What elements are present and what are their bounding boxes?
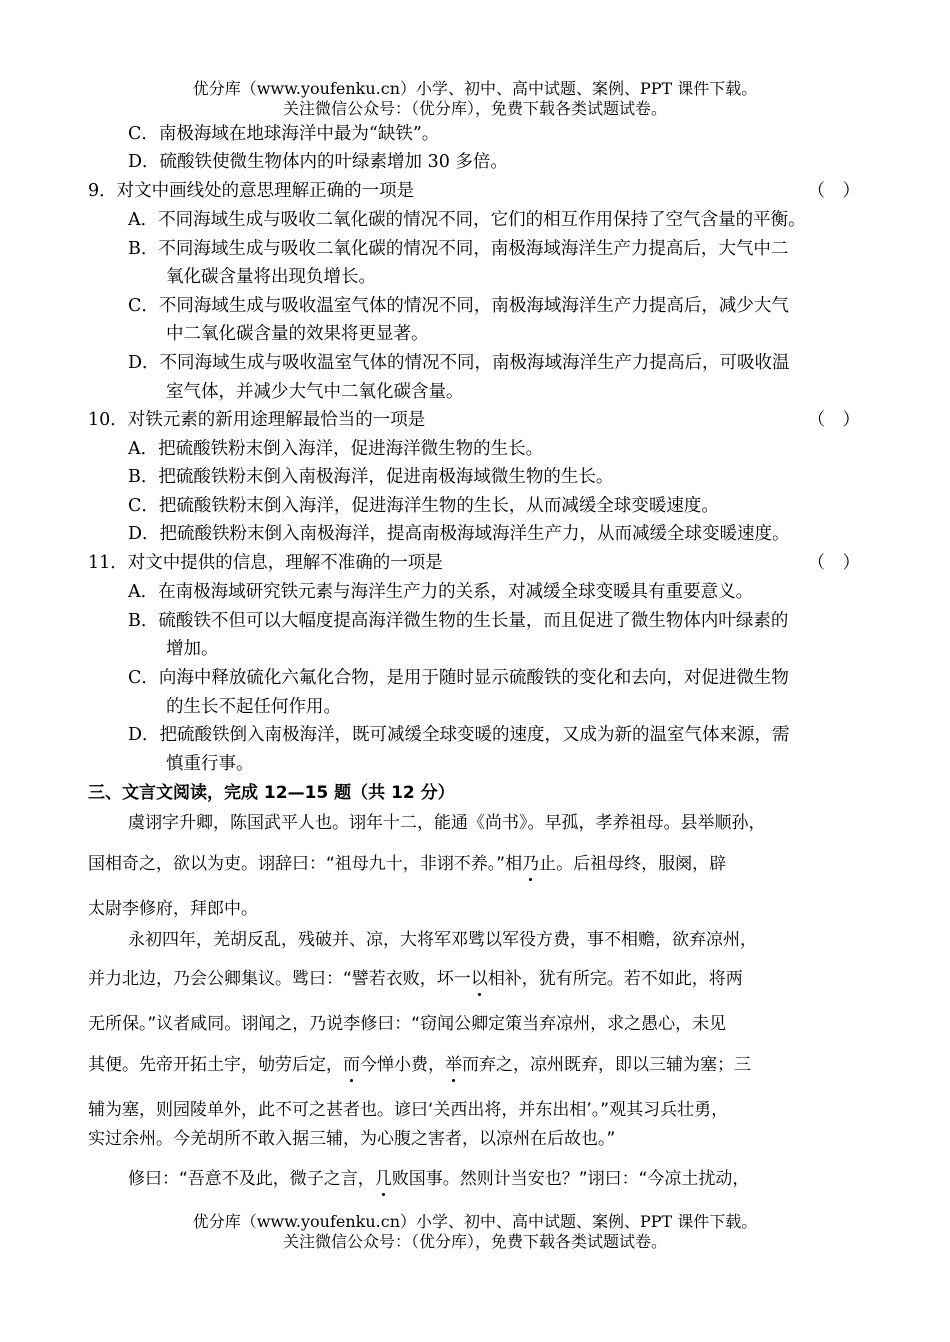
emphasis-dot-char: 举 xyxy=(445,1055,462,1075)
question-9-stem: 9．对文中画线处的意思理解正确的一项是 xyxy=(88,181,415,201)
passage-p3-line1 xyxy=(128,1168,749,1190)
question-11-option-c-line1: C．向海中释放硫化六氟化合物，是用于随时显示硫酸铁的变化和去向，对促进微生物 xyxy=(128,668,789,688)
passage-p1-line3: 太尉李修府，拜郎中。 xyxy=(88,899,258,919)
page-header-line2: 关注微信公众号：（优分库），免费下载各类试题试卷。 xyxy=(282,99,667,118)
emphasis-dot-char: 以 xyxy=(470,969,488,989)
question-11-answer-paren: （ ） xyxy=(807,553,860,573)
passage-p2-line5: 辅为塞，则园陵单外，此不可之甚者也。谚曰‘关西出将，并东出相’。”观其习兵壮勇， xyxy=(88,1100,729,1120)
question-10 xyxy=(88,409,860,431)
question-9-option-b-line2: 氧化碳含量将出现负增长。 xyxy=(166,267,376,287)
passage-text: 修曰：“吾意不及此，微子之言， xyxy=(128,1169,375,1189)
page-header-line1: 优分库（www.youfenku.cn）小学、初中、高中试题、案例、PPT 课件下载。 xyxy=(192,79,758,98)
question-11-option-b-line2: 增加。 xyxy=(166,639,219,659)
question-10-answer-paren: （ ） xyxy=(807,410,860,430)
question-11-option-d-line1: D．把硫酸铁倒入南极海洋，既可减缓全球变暖的速度，又成为新的温室气体来源，需 xyxy=(128,725,790,745)
question-11-stem: 11．对文中提供的信息，理解不准确的一项是 xyxy=(88,553,443,573)
passage-text: 止。后祖母终，服阕，辟 xyxy=(539,854,727,874)
question-9-option-c-line1: C．不同海域生成与吸收温室气体的情况不同，南极海域海洋生产力提高后，减少大气 xyxy=(128,296,789,316)
section-3-title: 三、文言文阅读，完成 12—15 题（共 12 分） xyxy=(88,783,455,803)
question-11-option-d-line2: 慎重行事。 xyxy=(166,754,254,774)
question-9-option-d-line2: 室气体，并减少大气中二氧化碳含量。 xyxy=(166,382,464,402)
passage-p1-line2 xyxy=(88,853,726,875)
passage-text: 并力北边，乃会公卿集议。骘曰：“譬若衣败，坏一 xyxy=(88,969,471,989)
passage-p2-line6: 实过余州。今羌胡所不敢入据三辅，为心腹之害者，以凉州在后故也。” xyxy=(88,1129,616,1149)
passage-p2-line4 xyxy=(88,1054,751,1076)
question-10-option-b: B．把硫酸铁粉末倒入南极海洋，促进南极海域微生物的生长。 xyxy=(128,467,614,487)
prev-option-d: D．硫酸铁使微生物体内的叶绿素增加 30 多倍。 xyxy=(128,152,508,172)
emphasis-dot-char: 几 xyxy=(374,1169,392,1189)
question-9-option-a: A．不同海域生成与吸收二氧化碳的情况不同，它们的相互作用保持了空气含量的平衡。 xyxy=(128,210,806,230)
passage-text: 国相奇之，欲以为吏。诩辞曰：“祖母九十，非诩不养。”相 xyxy=(88,854,523,874)
question-11-option-c-line2: 的生长不起任何作用。 xyxy=(166,697,341,717)
question-10-option-d: D．把硫酸铁粉末倒入南极海洋，提高南极海域海洋生产力，从而减缓全球变暖速度。 xyxy=(128,524,790,544)
passage-text: 相补，犹有所完。若不如此，将两 xyxy=(487,969,743,989)
question-11-option-a: A．在南极海域研究铁元素与海洋生产力的关系，对减缓全球变暖具有重要意义。 xyxy=(128,582,754,602)
passage-p1-line1: 虞诩字升卿，陈国武平人也。诩年十二，能通《尚书》。早孤，孝养祖母。县举顺孙， xyxy=(128,813,766,833)
question-10-option-a: A．把硫酸铁粉末倒入海洋，促进海洋微生物的生长。 xyxy=(128,439,544,459)
question-9-option-c-line2: 中二氧化碳含量的效果将更显著。 xyxy=(166,324,429,344)
question-10-stem: 10．对铁元素的新用途理解最恰当的一项是 xyxy=(88,410,426,430)
passage-text: 败国事。然则计当安也？”诩曰：“今凉土扰动， xyxy=(391,1169,750,1189)
page-footer-line2: 关注微信公众号：（优分库），免费下载各类试题试卷。 xyxy=(282,1232,667,1251)
passage-text: 其便。先帝开拓土宇，劬劳后定， xyxy=(88,1055,343,1075)
passage-text: 而弃之，凉州既弃，即以三辅为塞；三 xyxy=(462,1055,751,1075)
page-footer-line1: 优分库（www.youfenku.cn）小学、初中、高中试题、案例、PPT 课件下载。 xyxy=(192,1212,758,1231)
question-10-option-c: C．把硫酸铁粉末倒入海洋，促进海洋生物的生长，从而减缓全球变暖速度。 xyxy=(128,496,719,516)
question-11 xyxy=(88,552,860,574)
passage-text: 今惮小费， xyxy=(360,1055,445,1075)
question-9 xyxy=(88,180,860,202)
question-9-option-d-line1: D．不同海域生成与吸收温室气体的情况不同，南极海域海洋生产力提高后，可吸收温 xyxy=(128,353,790,373)
question-11-option-b-line1: B．硫酸铁不但可以大幅度提高海洋微生物的生长量，而且促进了微生物体内叶绿素的 xyxy=(128,611,789,631)
prev-option-c: C．南极海域在地球海洋中最为“缺铁”。 xyxy=(128,124,440,144)
question-9-option-b-line1: B．不同海域生成与吸收二氧化碳的情况不同，南极海域海洋生产力提高后，大气中二 xyxy=(128,239,789,259)
question-9-answer-paren: （ ） xyxy=(807,181,860,201)
passage-p2-line3: 无所保。”议者咸同。诩闻之，乃说李修曰：“窃闻公卿定策当弃凉州，求之愚心，未见 xyxy=(88,1014,727,1034)
emphasis-dot-char: 而 xyxy=(343,1055,360,1075)
passage-p2-line1: 永初四年，羌胡反乱，残破并、凉，大将军邓骘以军役方费，事不相赡，欲弃凉州， xyxy=(128,930,757,950)
emphasis-dot-char: 乃 xyxy=(522,854,540,874)
passage-p2-line2 xyxy=(88,968,743,990)
